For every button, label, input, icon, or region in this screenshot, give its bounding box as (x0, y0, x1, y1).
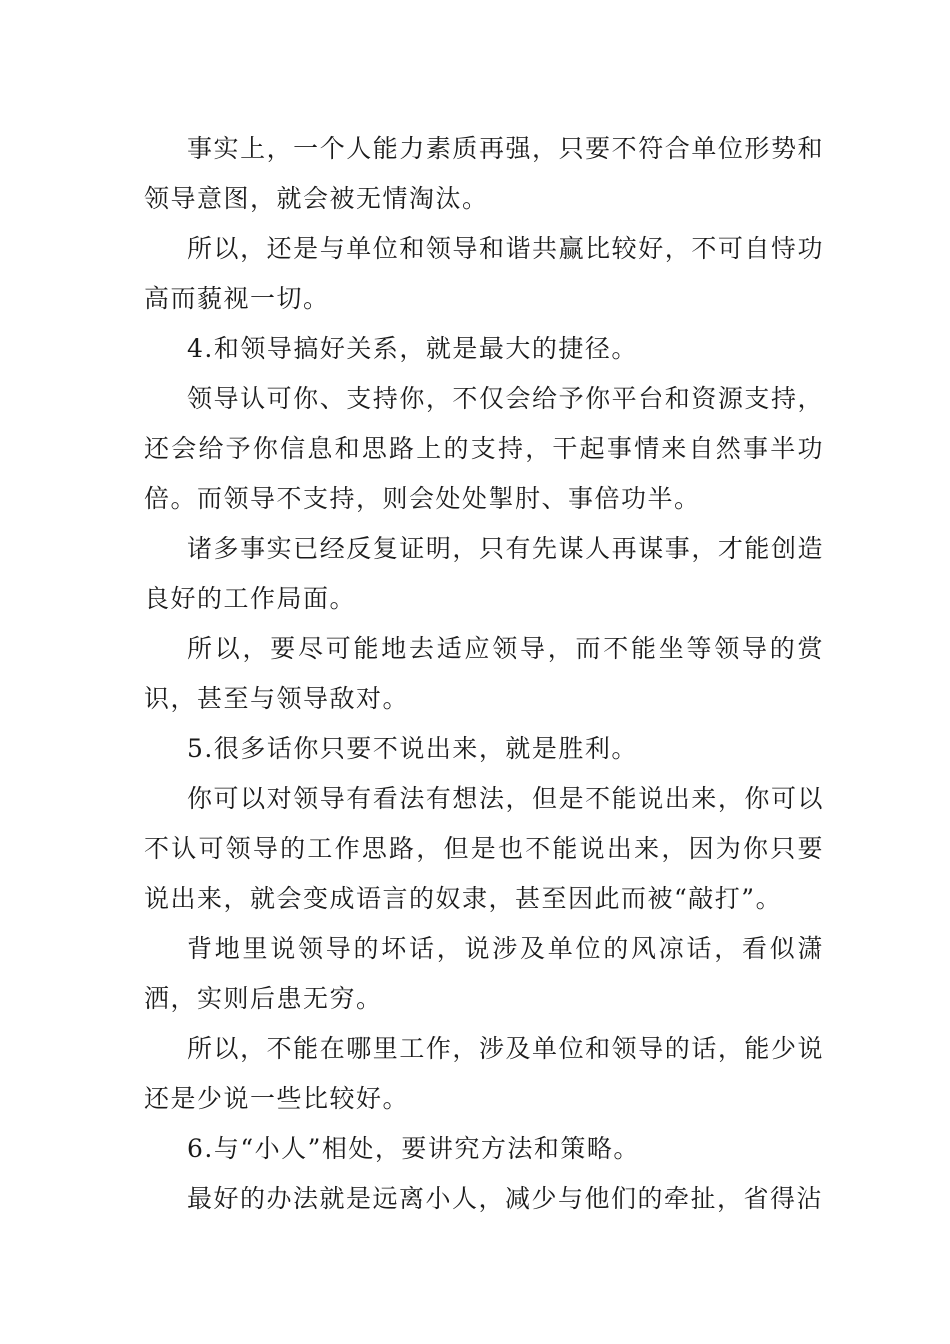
document-body (144, 124, 824, 1224)
paragraph-harmony: 所以，还是与单位和领导和谐共赢比较好，不可自恃功高而藐视一切。 (144, 234, 824, 313)
paragraph-fact-elimination: 事实上，一个人能力素质再强，只要不符合单位形势和领导意图，就会被无情淘汰。 (144, 134, 824, 213)
paragraph-dont-speak-out: 你可以对领导有看法有想法，但是不能说出来，你可以不认可领导的工作思路，但是也不能说出来，因为你只要说出来，就会变成语言的奴隶，甚至因此而被“敲打”。 (144, 784, 824, 913)
paragraph-plan-people-first: 诸多事实已经反复证明，只有先谋人再谋事，才能创造良好的工作局面。 (144, 534, 824, 613)
paragraph-backbiting: 背地里说领导的坏话，说涉及单位的风凉话，看似潇洒，实则后患无穷。 (144, 934, 824, 1013)
paragraph-leader-support: 领导认可你、支持你，不仅会给予你平台和资源支持，还会给予你信息和思路上的支持，干起事情来自然事半功倍。而领导不支持，则会处处掣肘、事倍功半。 (144, 384, 824, 513)
paragraph-adapt-to-leader: 所以，要尽可能地去适应领导，而不能坐等领导的赏识，甚至与领导敌对。 (144, 634, 824, 713)
paragraph-avoid-petty-people: 最好的办法就是远离小人，减少与他们的牵扯，省得沾 (187, 1184, 824, 1213)
heading-point-5: 5.很多话你只要不说出来，就是胜利。 (187, 734, 638, 763)
heading-point-6: 6.与“小人”相处，要讲究方法和策略。 (187, 1134, 640, 1163)
paragraph-speak-less: 所以，不能在哪里工作，涉及单位和领导的话，能少说还是少说一些比较好。 (144, 1034, 824, 1113)
heading-point-4: 4.和领导搞好关系，就是最大的捷径。 (187, 334, 638, 363)
